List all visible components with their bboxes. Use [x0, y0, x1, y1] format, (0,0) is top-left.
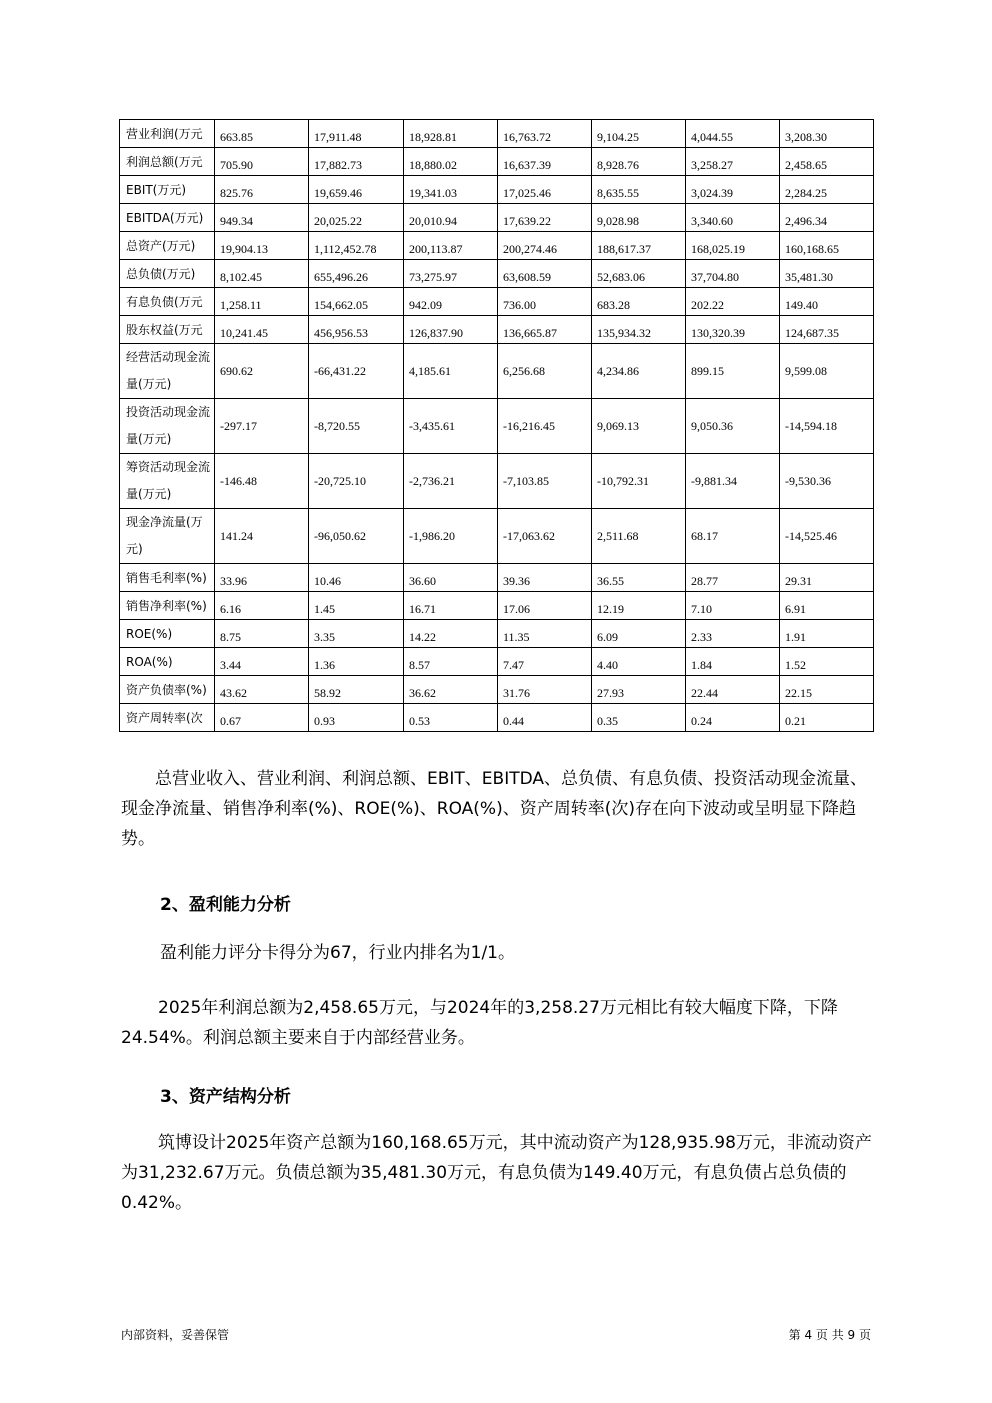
table-cell: 36.60 — [404, 564, 498, 592]
table-cell: 683.28 — [592, 288, 686, 316]
table-cell: 949.34 — [215, 204, 309, 232]
table-cell: 39.36 — [498, 564, 592, 592]
table-cell: 0.67 — [215, 704, 309, 732]
table-cell: 17,882.73 — [309, 148, 404, 176]
row-label: ROE(%) — [120, 620, 215, 648]
table-cell: 17,639.22 — [498, 204, 592, 232]
table-cell: 705.90 — [215, 148, 309, 176]
table-cell: 6.91 — [780, 592, 874, 620]
table-row — [120, 232, 874, 260]
table-cell: 149.40 — [780, 288, 874, 316]
row-label: 利润总额(万元 — [120, 148, 215, 176]
table-row — [120, 260, 874, 288]
table-cell: 135,934.32 — [592, 316, 686, 344]
table-cell: 3,208.30 — [780, 120, 874, 148]
table-cell: 1.91 — [780, 620, 874, 648]
table-cell: 1.45 — [309, 592, 404, 620]
table-cell: 4,044.55 — [686, 120, 780, 148]
section2-paragraph-2: 2025年利润总额为2,458.65万元，与2024年的3,258.27万元相比有较大幅度下降，下降24.54%。利润总额主要来自于内部经营业务。 — [121, 998, 838, 1048]
table-cell: 0.35 — [592, 704, 686, 732]
table-cell: 942.09 — [404, 288, 498, 316]
row-label: 销售净利率(%) — [120, 592, 215, 620]
table-cell: 36.55 — [592, 564, 686, 592]
table-cell: 825.76 — [215, 176, 309, 204]
table-row — [120, 399, 874, 454]
table-cell: 200,274.46 — [498, 232, 592, 260]
table-cell: -3,435.61 — [404, 399, 498, 454]
table-cell: 168,025.19 — [686, 232, 780, 260]
table-cell: -10,792.31 — [592, 454, 686, 509]
row-label: 现金净流量(万元) — [120, 509, 215, 564]
table-cell: 7.10 — [686, 592, 780, 620]
table-row — [120, 509, 874, 564]
table-cell: 22.44 — [686, 676, 780, 704]
table-cell: 6.16 — [215, 592, 309, 620]
row-label: 总资产(万元) — [120, 232, 215, 260]
table-cell: -7,103.85 — [498, 454, 592, 509]
table-cell: 37,704.80 — [686, 260, 780, 288]
table-cell: -66,431.22 — [309, 344, 404, 399]
table-row — [120, 704, 874, 732]
table-cell: -16,216.45 — [498, 399, 592, 454]
table-cell: -14,594.18 — [780, 399, 874, 454]
table-cell: 16.71 — [404, 592, 498, 620]
section3-heading: 3、资产结构分析 — [160, 1087, 291, 1107]
table-cell: 10,241.45 — [215, 316, 309, 344]
table-cell: 736.00 — [498, 288, 592, 316]
table-cell: 456,956.53 — [309, 316, 404, 344]
table-cell: 18,928.81 — [404, 120, 498, 148]
row-label: EBIT(万元) — [120, 176, 215, 204]
table-cell: -14,525.46 — [780, 509, 874, 564]
table-row — [120, 564, 874, 592]
table-cell: 4,234.86 — [592, 344, 686, 399]
table-cell: 1.84 — [686, 648, 780, 676]
table-row — [120, 344, 874, 399]
table-cell: 8.57 — [404, 648, 498, 676]
row-label: EBITDA(万元) — [120, 204, 215, 232]
table-row — [120, 148, 874, 176]
table-row — [120, 592, 874, 620]
table-row — [120, 620, 874, 648]
table-cell: -20,725.10 — [309, 454, 404, 509]
table-cell: 2,284.25 — [780, 176, 874, 204]
table-cell: 130,320.39 — [686, 316, 780, 344]
table-cell: 899.15 — [686, 344, 780, 399]
table-cell: 52,683.06 — [592, 260, 686, 288]
table-cell: 17,025.46 — [498, 176, 592, 204]
table-cell: 200,113.87 — [404, 232, 498, 260]
table-cell: 9,104.25 — [592, 120, 686, 148]
table-cell: 19,341.03 — [404, 176, 498, 204]
table-cell: 20,010.94 — [404, 204, 498, 232]
table-cell: 6.09 — [592, 620, 686, 648]
table-cell: -2,736.21 — [404, 454, 498, 509]
table-cell: 3,340.60 — [686, 204, 780, 232]
table-cell: 141.24 — [215, 509, 309, 564]
table-cell: 16,763.72 — [498, 120, 592, 148]
table-cell: 0.93 — [309, 704, 404, 732]
table-cell: 655,496.26 — [309, 260, 404, 288]
table-cell: 124,687.35 — [780, 316, 874, 344]
table-cell: 154,662.05 — [309, 288, 404, 316]
summary-paragraph: 总营业收入、营业利润、利润总额、EBIT、EBITDA、总负债、有息负债、投资活动现金流量、现金净流量、销售净利率(%)、ROE(%)、ROA(%)、资产周转率(次)存在向下波动或呈明显下降趋势。 — [121, 769, 868, 849]
table-row — [120, 120, 874, 148]
table-cell: -9,530.36 — [780, 454, 874, 509]
table-cell: 12.19 — [592, 592, 686, 620]
table-row — [120, 454, 874, 509]
table-cell: 63,608.59 — [498, 260, 592, 288]
table-cell: 0.44 — [498, 704, 592, 732]
financial-table — [119, 119, 874, 732]
table-cell: 0.24 — [686, 704, 780, 732]
table-cell: 8,928.76 — [592, 148, 686, 176]
table-cell: 4.40 — [592, 648, 686, 676]
table-cell: 0.53 — [404, 704, 498, 732]
row-label: 经营活动现金流量(万元) — [120, 344, 215, 399]
table-cell: 9,028.98 — [592, 204, 686, 232]
table-cell: 4,185.61 — [404, 344, 498, 399]
table-cell: 1.52 — [780, 648, 874, 676]
table-cell: 18,880.02 — [404, 148, 498, 176]
row-label: 资产周转率(次 — [120, 704, 215, 732]
table-cell: -8,720.55 — [309, 399, 404, 454]
table-cell: 202.22 — [686, 288, 780, 316]
table-cell: 160,168.65 — [780, 232, 874, 260]
table-cell: 8.75 — [215, 620, 309, 648]
table-cell: 33.96 — [215, 564, 309, 592]
table-cell: 22.15 — [780, 676, 874, 704]
row-label: 投资活动现金流量(万元) — [120, 399, 215, 454]
table-cell: 3.35 — [309, 620, 404, 648]
table-row — [120, 648, 874, 676]
table-cell: 0.21 — [780, 704, 874, 732]
table-cell: 68.17 — [686, 509, 780, 564]
row-label: 股东权益(万元 — [120, 316, 215, 344]
table-cell: 29.31 — [780, 564, 874, 592]
table-cell: 8,635.55 — [592, 176, 686, 204]
table-row — [120, 288, 874, 316]
table-cell: 2,458.65 — [780, 148, 874, 176]
section2-paragraph-1: 盈利能力评分卡得分为67，行业内排名为1/1。 — [160, 943, 515, 963]
row-label: 资产负债率(%) — [120, 676, 215, 704]
section3-paragraph-1: 筑博设计2025年资产总额为160,168.65万元，其中流动资产为128,935.98万元，非流动资产为31,232.67万元。负债总额为35,481.30万元，有息负债为149.40万元，有息负债占总负债的0.42%。 — [121, 1133, 872, 1213]
section2-heading: 2、盈利能力分析 — [160, 895, 291, 915]
table-cell: 2.33 — [686, 620, 780, 648]
table-cell: 126,837.90 — [404, 316, 498, 344]
table-cell: 8,102.45 — [215, 260, 309, 288]
table-cell: 6,256.68 — [498, 344, 592, 399]
table-cell: 43.62 — [215, 676, 309, 704]
table-cell: 3,024.39 — [686, 176, 780, 204]
table-cell: 35,481.30 — [780, 260, 874, 288]
row-label: ROA(%) — [120, 648, 215, 676]
table-cell: 663.85 — [215, 120, 309, 148]
table-cell: 1,258.11 — [215, 288, 309, 316]
table-cell: 20,025.22 — [309, 204, 404, 232]
table-cell: 9,069.13 — [592, 399, 686, 454]
table-cell: 136,665.87 — [498, 316, 592, 344]
table-cell: 1,112,452.78 — [309, 232, 404, 260]
table-cell: 7.47 — [498, 648, 592, 676]
row-label: 营业利润(万元 — [120, 120, 215, 148]
table-cell: 1.36 — [309, 648, 404, 676]
row-label: 筹资活动现金流量(万元) — [120, 454, 215, 509]
table-cell: 58.92 — [309, 676, 404, 704]
table-cell: 2,511.68 — [592, 509, 686, 564]
table-cell: -1,986.20 — [404, 509, 498, 564]
table-cell: 36.62 — [404, 676, 498, 704]
table-cell: 19,904.13 — [215, 232, 309, 260]
footer-confidential-note: 内部资料，妥善保管 — [121, 1328, 230, 1342]
table-cell: -96,050.62 — [309, 509, 404, 564]
table-row — [120, 316, 874, 344]
table-row — [120, 176, 874, 204]
table-cell: 31.76 — [498, 676, 592, 704]
table-cell: 17.06 — [498, 592, 592, 620]
table-cell: -297.17 — [215, 399, 309, 454]
table-cell: -9,881.34 — [686, 454, 780, 509]
table-row — [120, 204, 874, 232]
table-cell: 16,637.39 — [498, 148, 592, 176]
table-cell: 73,275.97 — [404, 260, 498, 288]
table-cell: 28.77 — [686, 564, 780, 592]
table-cell: 10.46 — [309, 564, 404, 592]
table-cell: 19,659.46 — [309, 176, 404, 204]
table-cell: 27.93 — [592, 676, 686, 704]
table-cell: -146.48 — [215, 454, 309, 509]
table-cell: 9,050.36 — [686, 399, 780, 454]
table-cell: 3.44 — [215, 648, 309, 676]
table-cell: 17,911.48 — [309, 120, 404, 148]
table-cell: 690.62 — [215, 344, 309, 399]
table-cell: 3,258.27 — [686, 148, 780, 176]
table-row — [120, 676, 874, 704]
table-cell: -17,063.62 — [498, 509, 592, 564]
table-cell: 188,617.37 — [592, 232, 686, 260]
table-cell: 11.35 — [498, 620, 592, 648]
table-cell: 14.22 — [404, 620, 498, 648]
row-label: 销售毛利率(%) — [120, 564, 215, 592]
row-label: 有息负债(万元 — [120, 288, 215, 316]
row-label: 总负债(万元) — [120, 260, 215, 288]
footer-page-number: 第 4 页 共 9 页 — [788, 1328, 871, 1342]
table-cell: 9,599.08 — [780, 344, 874, 399]
table-cell: 2,496.34 — [780, 204, 874, 232]
